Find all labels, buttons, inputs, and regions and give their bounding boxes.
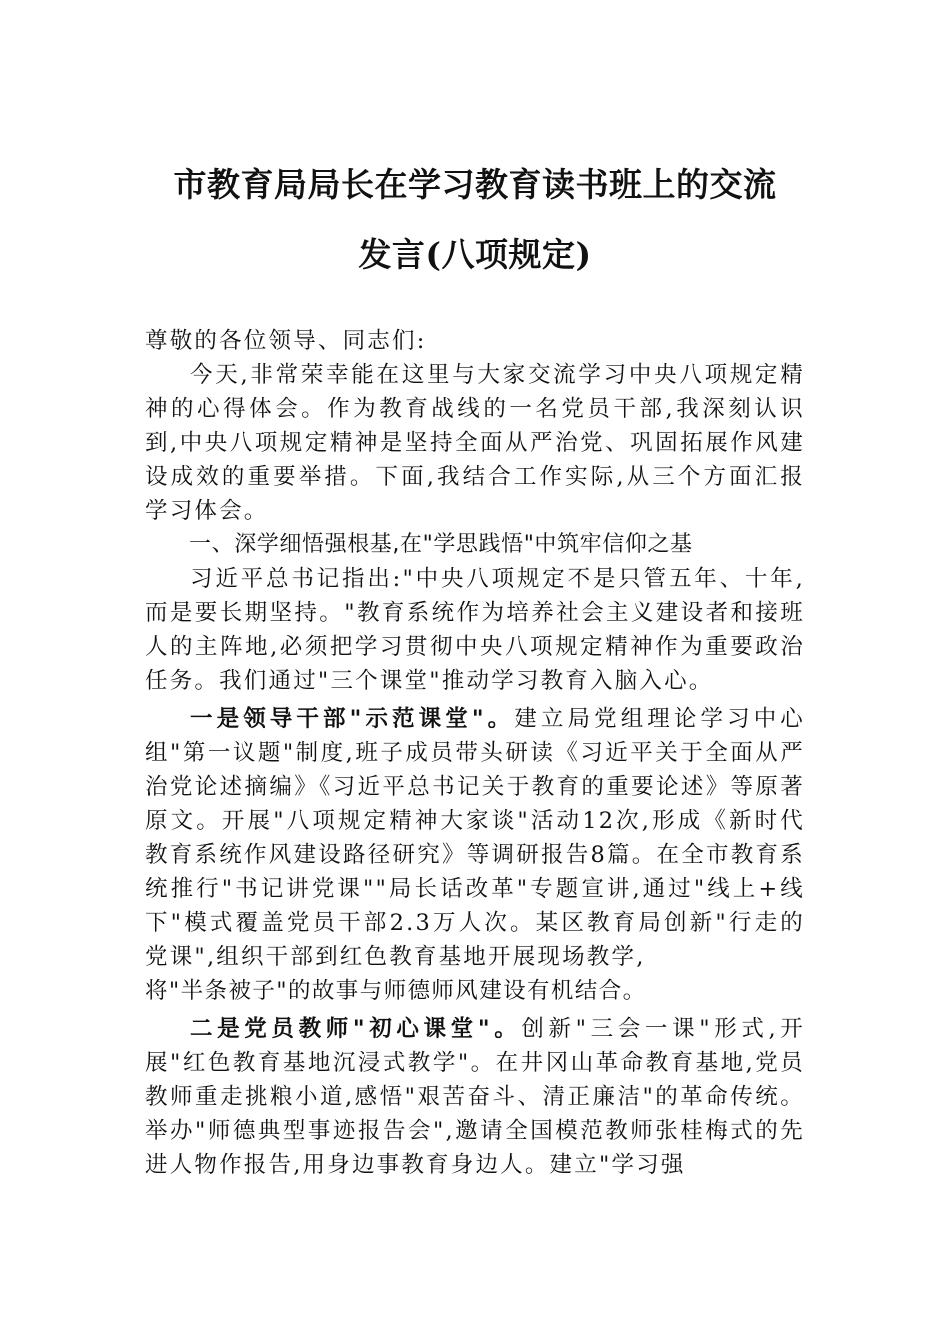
- intro-paragraph: 今天,非常荣幸能在这里与大家交流学习中央八项规定精神的心得体会。作为教育战线的一名党员干部,我深刻认识到,中央八项规定精神是坚持全面从严治党、巩固拓展作风建设成效的重要举措。下面,我结合工作实际,从三个方面汇报学习体会。: [145, 362, 805, 524]
- section-1-paragraph: 习近平总书记指出:"中央八项规定不是只管五年、十年,而是要长期坚持。"教育系统作为培养社会主义建设者和接班人的主阵地,必须把学习贯彻中央八项规定精神作为重要政治任务。我们通过"三个课堂"推动学习教育入脑入心。: [145, 566, 805, 694]
- title-line-1: 市教育局局长在学习教育读书班上的交流: [173, 165, 777, 204]
- point-1-lead: 一是领导干部"示范课堂"。: [190, 706, 515, 732]
- section-1-heading: 一、深学细悟强根基,在"学思践悟"中筑牢信仰之基: [189, 532, 693, 557]
- point-2-paragraph: [145, 1012, 805, 1182]
- point-2-body: 创新"三会一课"形式,开展"红色教育基地沉浸式教学"。在井冈山革命教育基地,党员教师重走挑粮小道,感悟"艰苦奋斗、清正廉洁"的革命传统。举办"师德典型事迹报告会",邀请全国模范教师张桂梅式的先进人物作报告,用身边事教育身边人。建立"学习强: [145, 1016, 805, 1178]
- document-title: [145, 150, 805, 290]
- point-1-tail: 将"半条被子"的故事与师德师风建设有机结合。: [145, 978, 647, 1004]
- point-1-body: 建立局党组理论学习中心组"第一议题"制度,班子成员带头研读《习近平关于全面从严治党论述摘编》《习近平总书记关于教育的重要论述》等原著原文。开展"八项规定精神大家谈"活动12次,形成《新时代教育系统作风建设路径研究》等调研报告8篇。在全市教育系统推行"书记讲党课""局长话改革"专题宣讲,通过"线上+线下"模式覆盖党员干部2.3万人次。某区教育局创新"行走的党课",组织干部到红色教育基地开展现场教学,: [145, 706, 806, 970]
- document-page: [145, 150, 805, 1182]
- salutation: 尊敬的各位领导、同志们:: [145, 328, 427, 354]
- point-1-paragraph: [145, 702, 805, 1008]
- title-line-2: 发言(八项规定): [358, 235, 592, 274]
- point-2-lead: 二是党员教师"初心课堂"。: [190, 1016, 522, 1042]
- document-body: [145, 324, 805, 1182]
